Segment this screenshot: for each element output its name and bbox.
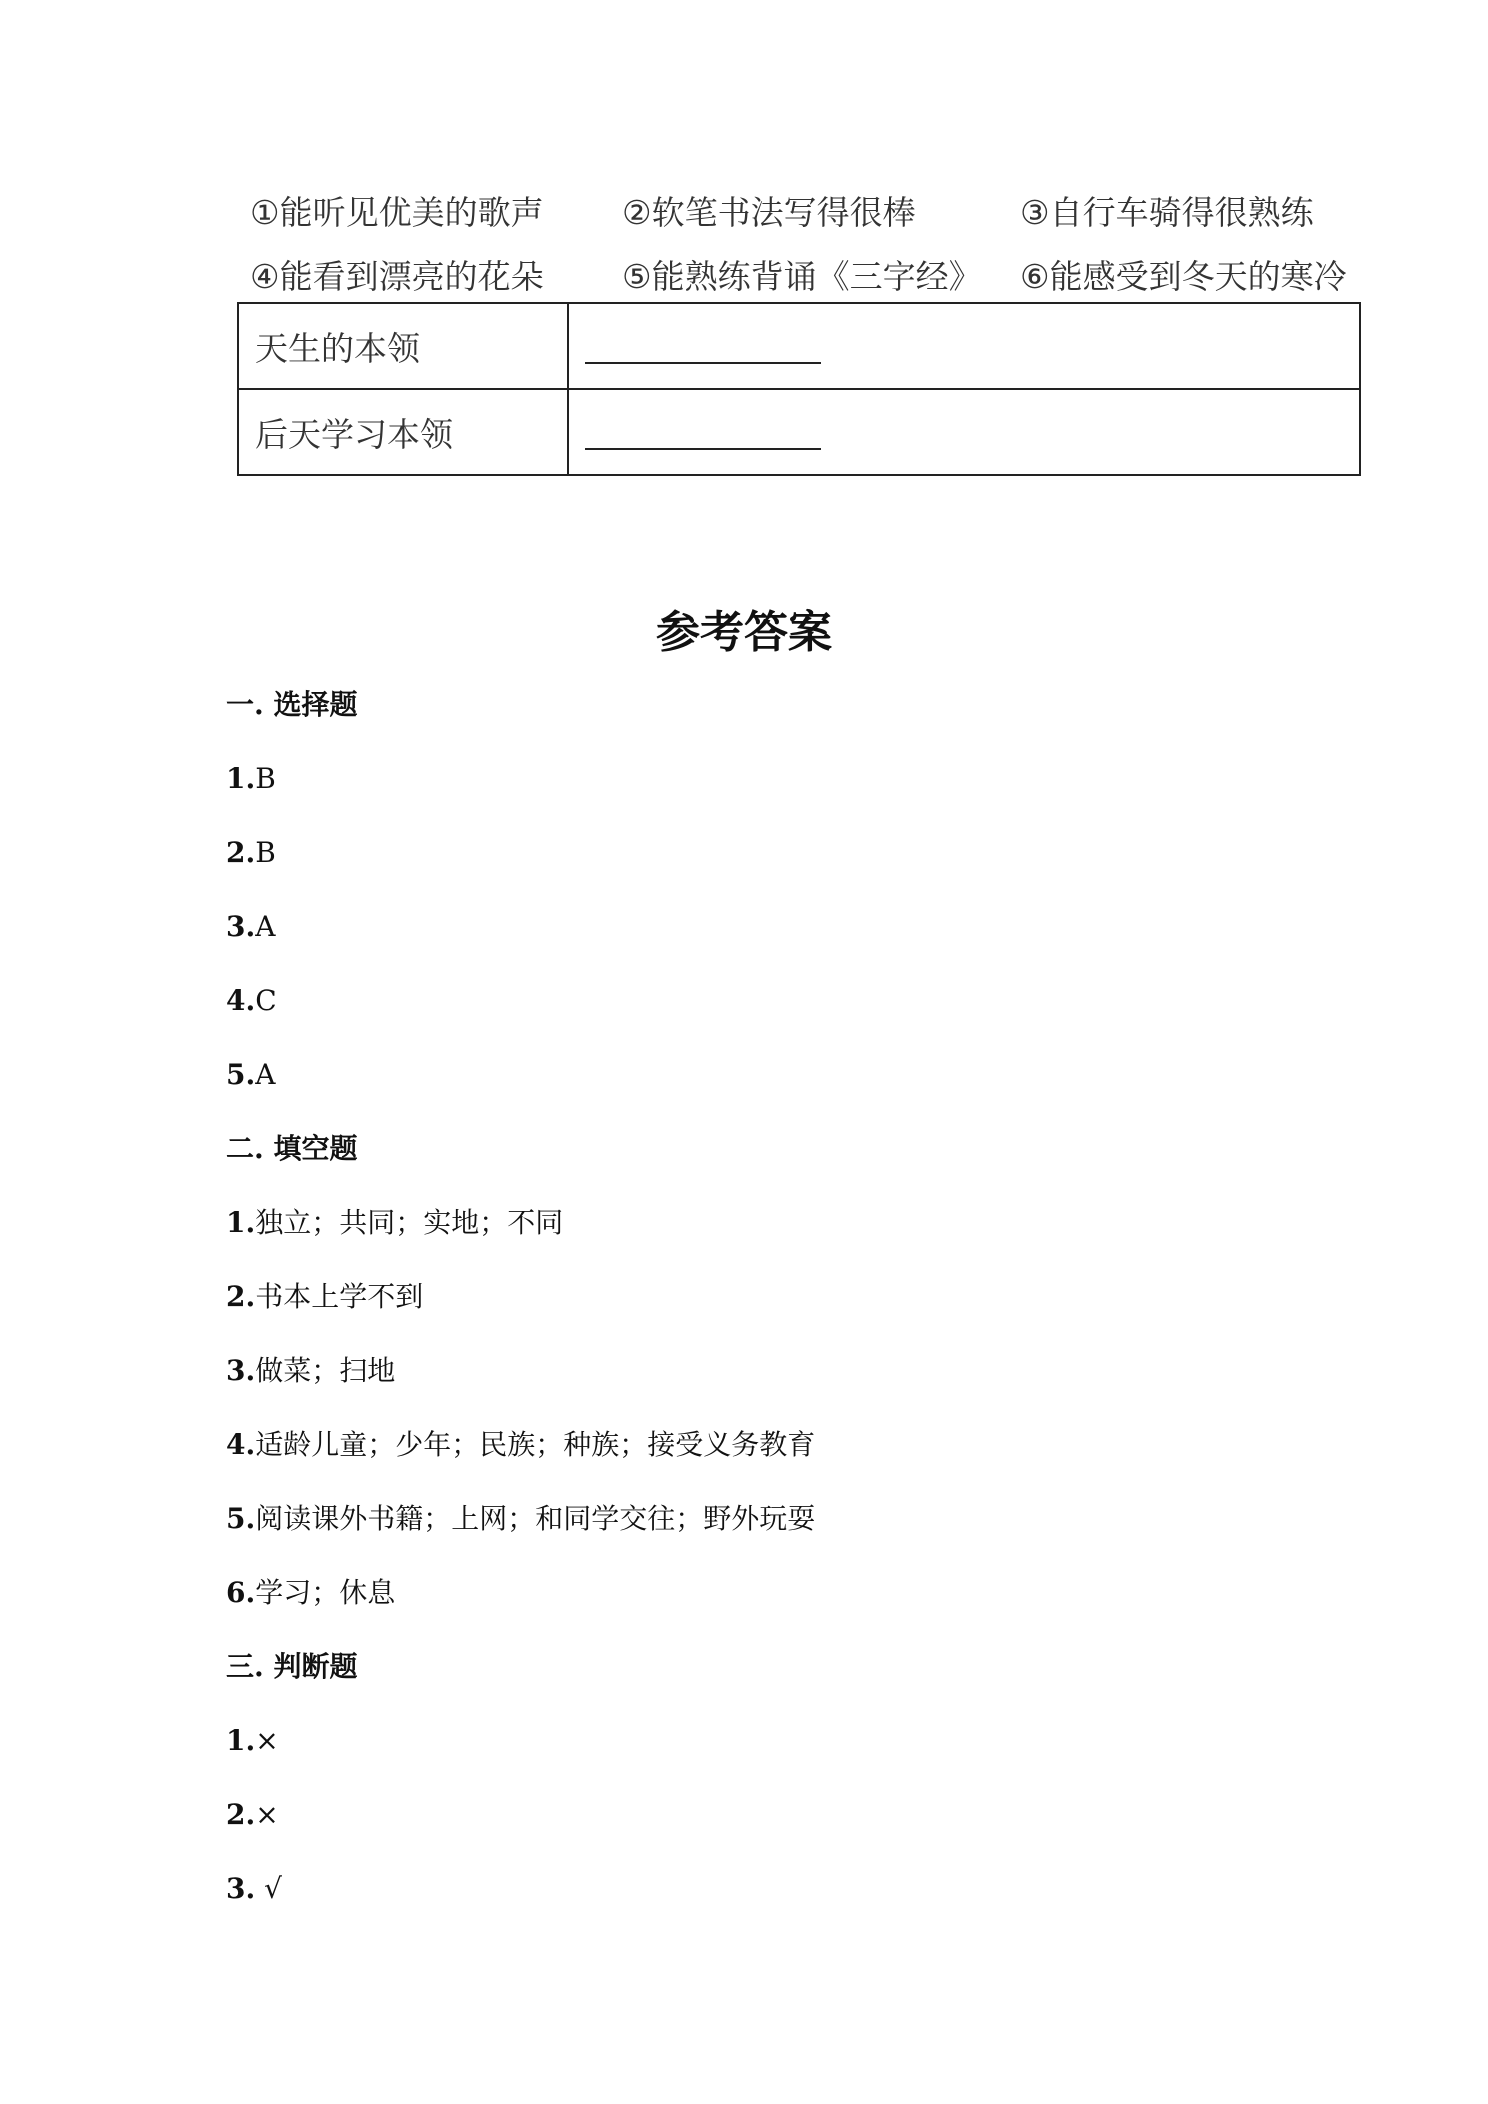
table-answer-cell xyxy=(568,303,1360,389)
table-row xyxy=(238,389,1360,475)
item-number: 2. xyxy=(226,836,256,869)
list-item xyxy=(226,1792,1326,1866)
item-answer: 学习；休息 xyxy=(255,1576,396,1609)
item-number: 4. xyxy=(226,1428,256,1461)
item-answer: 书本上学不到 xyxy=(255,1280,424,1313)
list-item xyxy=(226,830,1326,904)
item-answer: 适龄儿童；少年；民族；种族；接受义务教育 xyxy=(255,1428,816,1461)
item-number: 2. xyxy=(226,1798,256,1831)
item-answer: 独立；共同；实地；不同 xyxy=(255,1206,564,1239)
option-list xyxy=(250,178,1380,306)
item-answer: A xyxy=(255,1058,276,1091)
table-answer-cell xyxy=(568,389,1360,475)
item-answer: B xyxy=(255,762,276,795)
list-item xyxy=(226,1348,1326,1422)
list-item xyxy=(226,1718,1326,1792)
item-answer: 做菜；扫地 xyxy=(255,1354,396,1387)
item-number: 4. xyxy=(226,984,256,1017)
list-item xyxy=(226,1200,1326,1274)
item-number: 3. xyxy=(226,1872,256,1905)
item-number: 2. xyxy=(226,1280,256,1313)
option-4: ④能看到漂亮的花朵 xyxy=(250,256,544,296)
list-item xyxy=(226,978,1326,1052)
option-5: ⑤能熟练背诵《三字经》 xyxy=(622,256,982,296)
item-answer: × xyxy=(255,1724,279,1757)
list-item xyxy=(226,1422,1326,1496)
list-item xyxy=(226,904,1326,978)
list-item xyxy=(226,1274,1326,1348)
list-item xyxy=(226,1866,1326,1940)
answer-key xyxy=(226,682,1326,1940)
list-item xyxy=(226,1052,1326,1126)
item-answer: C xyxy=(255,984,277,1017)
item-answer: A xyxy=(255,910,276,943)
item-number: 3. xyxy=(226,910,256,943)
ability-table xyxy=(237,302,1361,476)
list-item xyxy=(226,756,1326,830)
item-number: 5. xyxy=(226,1502,256,1535)
section-heading-judgment: 三. 判断题 xyxy=(226,1650,358,1683)
item-number: 1. xyxy=(226,1724,256,1757)
section-heading-choice: 一. 选择题 xyxy=(226,688,358,721)
item-number: 5. xyxy=(226,1058,256,1091)
section-heading-fill: 二. 填空题 xyxy=(226,1132,358,1165)
item-answer: × xyxy=(255,1798,279,1831)
option-6: ⑥能感受到冬天的寒冷 xyxy=(1020,256,1347,296)
item-number: 1. xyxy=(226,762,256,795)
item-answer: B xyxy=(255,836,276,869)
option-row-2 xyxy=(250,242,1380,306)
list-item xyxy=(226,1496,1326,1570)
item-number: 1. xyxy=(226,1206,256,1239)
item-number: 3. xyxy=(226,1354,256,1387)
table-row xyxy=(238,303,1360,389)
answer-key-title: 参考答案 xyxy=(656,607,832,658)
list-item xyxy=(226,1570,1326,1644)
option-3: ③自行车骑得很熟练 xyxy=(1020,192,1314,232)
option-row-1 xyxy=(250,178,1380,242)
item-answer: 阅读课外书籍；上网；和同学交往；野外玩耍 xyxy=(255,1502,816,1535)
answer-blank-line[interactable] xyxy=(585,332,821,364)
answer-blank-line[interactable] xyxy=(585,418,821,450)
item-number: 6. xyxy=(226,1576,256,1609)
option-2: ②软笔书法写得很棒 xyxy=(622,192,916,232)
option-1: ①能听见优美的歌声 xyxy=(250,192,544,232)
table-row-label: 天生的本领 xyxy=(238,303,568,389)
item-answer: √ xyxy=(255,1872,282,1905)
table-row-label: 后天学习本领 xyxy=(238,389,568,475)
